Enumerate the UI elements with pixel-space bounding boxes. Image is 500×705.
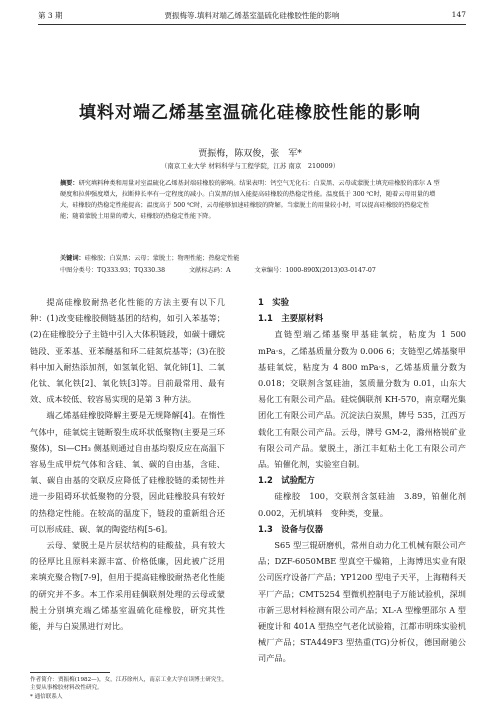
issue-number: 第 3 期: [38, 11, 63, 20]
left-column: [30, 294, 225, 634]
abstract-label: 摘要：: [60, 180, 79, 187]
abstract-text: 研究填料种类和用量对室温硫化乙烯基封端硅橡胶的影响。结果表明：钙空气无化石：白炭黑、云母或蒙脱土填充硅橡胶的邵尔 A 型硬度和拉伸强度增大，拉断伸长率有一定程度的减小。白炭黑的加入能提高硅橡胶的热稳定性能。温度低于 300 ℃时，随着云母用量的增大，硅橡胶的热稳定性能提高；温度高于 500 ℃时，云母能够加速硅橡胶的降解。当蒙脱土的用量较小时，可以提高硅橡胶的热稳定性能；随着蒙脱土用量的增大，硅橡胶的热稳定性能下降。: [60, 180, 440, 220]
running-title: 贾振梅等.填料对端乙烯基室温硫化硅橡胶性能的影响: [164, 11, 340, 20]
formula-paragraph: 硅橡胶 100，交联剂含氢硅油 3.89，铂催化剂 0.002，无机填料 变种类，变量。: [258, 491, 475, 518]
right-column: [258, 294, 475, 667]
classification-line: [60, 265, 440, 274]
clc-number: 中图分类号：TQ333.93；TQ330.38: [60, 267, 166, 274]
corresponding-author-note: * 通信联系人: [30, 694, 63, 700]
page-number: 147: [451, 10, 466, 19]
keywords: [60, 253, 440, 262]
abstract: [60, 178, 440, 222]
affiliation: （南京工业大学 材料科学与工程学院，江苏 南京 210009）: [160, 162, 340, 170]
equipment-paragraph: S65 型三辊研磨机，常州自动力化工机械有限公司产品；DZF-6050MBE 型真空干燥箱，上海博迅实业有限公司医疗设备厂产品；YP1200 型电子天平，上海精科天平厂产品；CMT5254 型微机控制电子万能试验机，深圳市新三思材料检测有限公司产品；XL-A 型橡塑邵尔 A 型硬度计和 401A 型热空气老化试验箱，江都市明珠实验机械厂产品；STA449F3 型热重(TG)分析仪，德国耐驰公司产品。: [258, 540, 466, 664]
author-footnote: 作者简介：贾振梅(1982—)，女，江苏徐州人，南京工业大学在读博士研究生，主要从事橡胶材料改性研究。: [30, 677, 228, 691]
body-paragraph: 云母、蒙脱土是片层状结构的硅酸盐，具有较大的径厚比且原料来源丰富、价格低廉，因此被广泛用来填充聚合物[7-9]，但用于提高硅橡胶耐热老化性能的研究并不多。本工作采用硅偶联剂处理的云母或蒙脱土分别填充端乙烯基室温硫化硅橡胶，研究其性能，并与白炭黑进行对比。: [30, 540, 225, 632]
subsection-heading: 1.3 设备与仪器: [258, 523, 324, 534]
materials-paragraph: 直链型端乙烯基聚甲基硅氧烷，粘度为 1 500 mPa·s，乙烯基质量分数为 0.006 6；支链型乙烯基聚甲基硅氧烷，粘度为 4 800 mPa·s，乙烯基质量分数为 0.018；交联剂含氢硅油，氢质量分数为 0.01，山东大易化工有限公司产品。硅烷偶联剂 KH-570，南京曙光集团化工有限公司产品。沉淀法白炭黑，牌号 535，江西万载化工有限公司产品。云母，牌号 GM-2，滁州格锐矿业有限公司产品。蒙脱土，浙江丰虹粘土化工有限公司产品。铂催化剂，实验室自制。: [258, 329, 466, 470]
subsection-heading: 1.2 试验配方: [258, 475, 315, 486]
body-paragraph: 提高硅橡胶耐热老化性能的方法主要有以下几种：(1)改变硅橡胶侧链基团的结构，如引入苯基等；(2)在硅橡胶分子主链中引入大体积链段，如碳十硼烷链段、亚苯基、亚苯醚基和环二硅氮烷基等；(3)在胶料中加入耐热添加剂，如氢氧化铝、氧化铈[1]、二氧化钛、氧化铁[2]、氧化铁[3]等。目前最常用、最有效、成本较低、较容易实现的是第 3 种方法。: [30, 297, 225, 405]
subsection-heading: 1.1 主要原材料: [258, 313, 324, 324]
keywords-label: 关键词：: [60, 255, 85, 262]
paper-title: 填料对端乙烯基室温硫化硅橡胶性能的影响: [79, 103, 421, 123]
page-header: [38, 10, 466, 25]
keywords-text: 硅橡胶；白炭黑；云母；蒙脱土；物理性能；热稳定性能: [84, 255, 240, 262]
body-paragraph: 端乙烯基硅橡胶降解主要是无规降解[4]。在惰性气体中，硅氧烷主链断裂生成环状低聚物(主要是三环聚体)，Si—CH₃ 侧基则通过自由基均裂反应在高温下容易生成甲烷气体和含硅、氧、碳的自由基，含硅、氧、碳自由基的交联反应降低了硅橡胶链的柔韧性并进一步阻碍环状低聚物的分裂，因此硅橡胶具有较好的热稳定性能。在较高的温度下，链段的重新组合还可以形成硅、碳、氧的陶瓷结构[5-6]。: [30, 410, 225, 534]
article-number: 文章编号：1000-890X(2013)03-0147-07: [254, 267, 376, 274]
footnote-rule: [30, 672, 110, 673]
section-heading: 1 实验: [258, 297, 289, 307]
document-code: 文献标志码：A: [188, 267, 231, 274]
authors: 贾振梅，陈双俊，张 军*: [198, 149, 302, 159]
